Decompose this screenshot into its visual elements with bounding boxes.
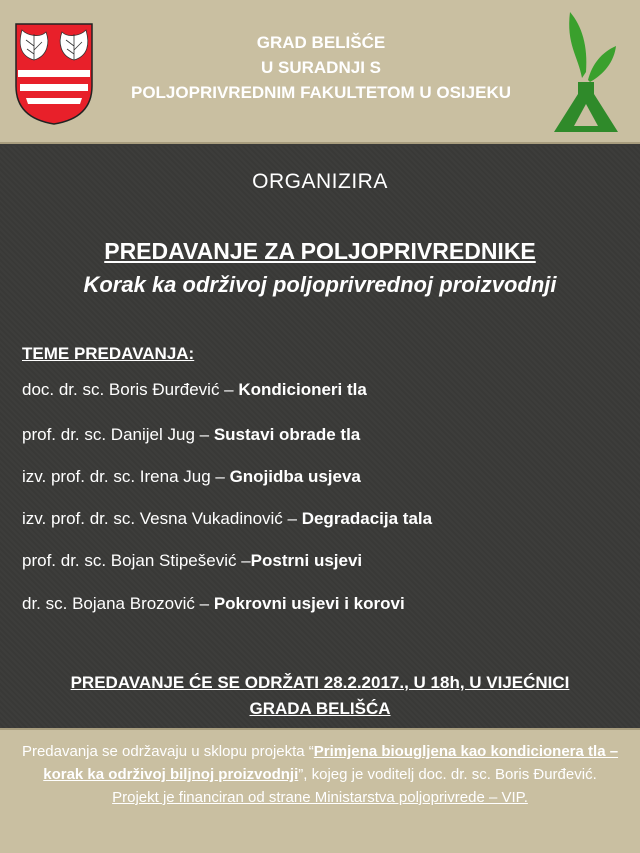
header-line-2: U SURADNJI S xyxy=(261,58,381,77)
lecture-item xyxy=(22,594,405,614)
page-title: PREDAVANJE ZA POLJOPRIVREDNIKE xyxy=(104,238,536,264)
footer-banner xyxy=(0,728,640,853)
lecture-speaker: izv. prof. dr. sc. Irena Jug – xyxy=(22,467,230,486)
header-line-3: POLJOPRIVREDNIM FAKULTETOM U OSIJEKU xyxy=(130,83,512,102)
event-line-1: PREDAVANJE ĆE SE ODRŽATI 28.2.2017., U 18h, U VIJEĆNICI xyxy=(70,673,570,692)
lecture-item xyxy=(22,551,362,571)
lecture-topic: Pokrovni usjevi i korovi xyxy=(213,594,405,613)
page-subtitle: Korak ka održivoj poljoprivrednoj proizvodnji xyxy=(83,272,557,297)
lecture-speaker: prof. dr. sc. Bojan Stipešević – xyxy=(22,551,251,570)
header-line-1: GRAD BELIŠĆE xyxy=(256,33,386,52)
lecture-item xyxy=(22,509,432,529)
header-text xyxy=(96,30,546,105)
main-panel xyxy=(0,146,640,728)
lecture-speaker: izv. prof. dr. sc. Vesna Vukadinović – xyxy=(22,509,302,528)
lecture-topic: Sustavi obrade tla xyxy=(213,425,361,444)
organizer-label: ORGANIZIRA xyxy=(252,170,388,193)
lecture-topic: Gnojidba usjeva xyxy=(229,467,361,486)
lecture-item xyxy=(22,380,367,400)
lecture-topic: Degradacija tala xyxy=(301,509,433,528)
topics-heading: TEME PREDAVANJA: xyxy=(22,344,195,363)
funding-note: Projekt je financiran od strane Ministarstva poljoprivrede – VIP. xyxy=(112,789,528,806)
footer-project-text xyxy=(18,740,622,786)
lecture-item xyxy=(22,467,361,487)
header-banner xyxy=(0,0,640,144)
lecture-speaker: doc. dr. sc. Boris Đurđević – xyxy=(22,380,239,399)
lecture-speaker: prof. dr. sc. Danijel Jug – xyxy=(22,425,214,444)
event-line-2: GRADA BELIŠĆA xyxy=(249,699,391,718)
event-info xyxy=(0,670,640,722)
lecture-speaker: dr. sc. Bojana Brozović – xyxy=(22,594,214,613)
footer-text-intro: Predavanja se održavaju u sklopu projekta “ xyxy=(21,743,314,760)
faculty-logo-icon xyxy=(548,8,624,136)
project-name: Primjena biougljena kao kondicionera tla – korak ka održivoj biljnoj proizvodnji xyxy=(43,743,619,783)
footer-text-leader: ”, kojeg je voditelj doc. dr. sc. Boris Đurđević. xyxy=(298,766,597,783)
lecture-item xyxy=(22,425,360,445)
coat-of-arms-icon xyxy=(14,22,94,126)
lecture-topic: Kondicioneri tla xyxy=(238,380,367,399)
lecture-topic: Postrni usjevi xyxy=(250,551,363,570)
